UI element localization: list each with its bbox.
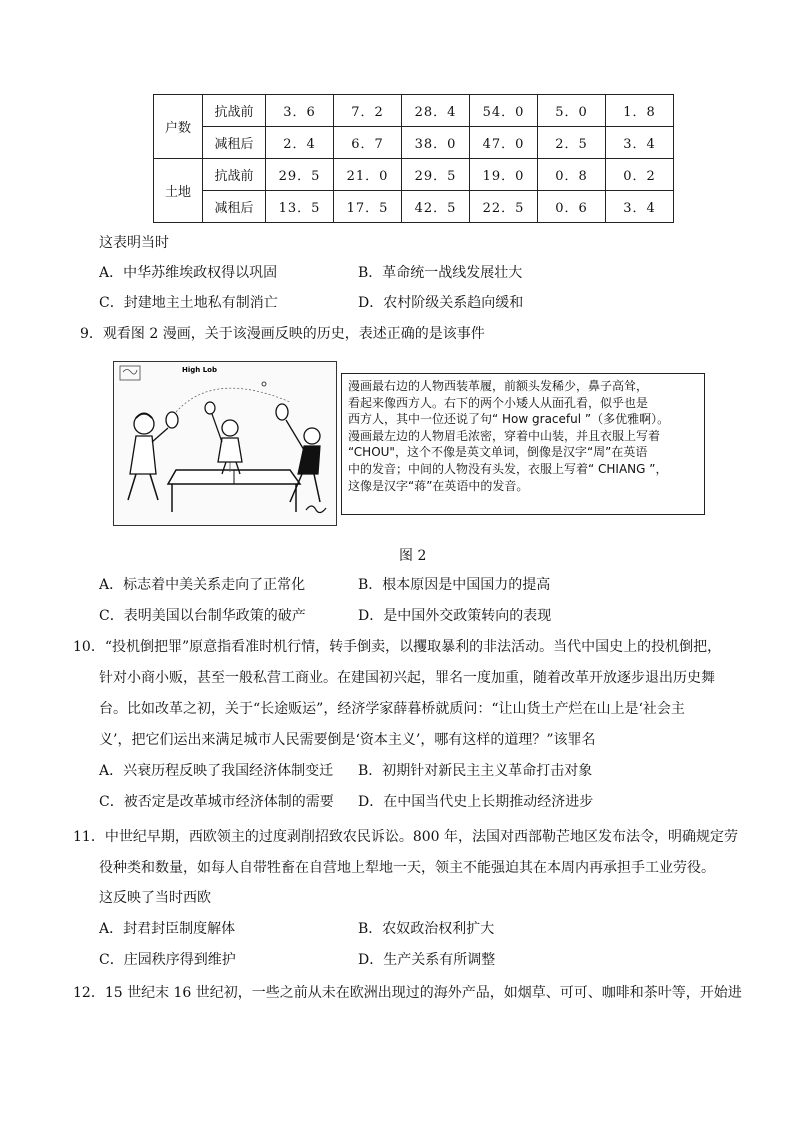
table-cell: 42．5 [402, 191, 470, 223]
q8-option-d[interactable]: D．农村阶级关系趋向缓和 [358, 295, 524, 311]
q10-stem-line: 10．“投机倒把罪”原意指看准时机行情，转手倒卖，以攫取暴利的非法活动。当代中国史上的投机倒把， [73, 639, 722, 655]
q9-option-c[interactable]: C．表明美国以台制华政策的破产 [99, 608, 306, 624]
caption-line: 看起来像西方人。右下的两个小矮人从面孔看，似乎也是 [348, 395, 649, 410]
period-label: 减租后 [203, 127, 266, 159]
q10-option-b[interactable]: B．初期针对新民主主义革命打击对象 [358, 763, 593, 779]
q11-stem-line: 这反映了当时西欧 [99, 890, 211, 906]
caption-line: 漫画最左边的人物眉毛浓密，穿着中山装，并且衣服上写着 [348, 428, 661, 443]
ping-pong-cartoon-illustration [114, 362, 336, 525]
table-cell: 2．5 [538, 127, 606, 159]
land-household-table [153, 94, 674, 223]
period-label: 抗战前 [203, 159, 266, 191]
q8-stem: 这表明当时 [99, 235, 169, 251]
q10-stem-line: 针对小商小贩，甚至一般私营工商业。在建国初兴起，罪名一度加重，随着改革开放逐步退出历史舞 [99, 670, 715, 686]
cartoon-caption-box [341, 373, 705, 515]
table-cell: 29．5 [402, 159, 470, 191]
q9-option-a[interactable]: A．标志着中美关系走向了正常化 [99, 577, 306, 593]
q11-option-c[interactable]: C．庄园秩序得到维护 [99, 952, 236, 968]
table-row [154, 159, 674, 191]
q12-stem-line: 12．15 世纪末 16 世纪初，一些之前从未在欧洲出现过的海外产品，如烟草、可可、咖啡和茶叶等，开始进 [73, 985, 742, 1001]
table-cell: 28．4 [402, 95, 470, 127]
q11-stem-line: 役种类和数量，如每人自带牲畜在自营地上犁地一天，领主不能强迫其在本周内再承担手工业劳役。 [99, 860, 715, 876]
table-cell: 21．0 [334, 159, 402, 191]
table-cell: 38．0 [402, 127, 470, 159]
cartoon-title: High Lob [182, 366, 217, 374]
q10-stem-line: 义’，把它们运出来满足城市人民需要倒是‘资本主义’，哪有这样的道理？”该罪名 [99, 732, 596, 748]
q10-stem-line: 台。比如改革之初，关于“长途贩运”，经济学家薛暮桥就质问：“让山货土产烂在山上是‘社会主 [99, 701, 685, 717]
q9-stem: 9．观看图 2 漫画，关于该漫画反映的历史，表述正确的是该事件 [80, 326, 485, 342]
q11-option-d[interactable]: D．生产关系有所调整 [358, 952, 496, 968]
table-cell: 19．0 [470, 159, 538, 191]
caption-line: 中的发音；中间的人物没有头发，衣服上写着“ CHIANG ”， [348, 461, 668, 476]
q8-option-b[interactable]: B．革命统一战线发展壮大 [358, 265, 523, 281]
table-cell: 13．5 [266, 191, 334, 223]
table-cell: 3．4 [606, 127, 674, 159]
table-cell: 29．5 [266, 159, 334, 191]
caption-line: 漫画最右边的人物西装革履，前额头发稀少，鼻子高耸， [348, 379, 649, 393]
q8-option-a[interactable]: A．中华苏维埃政权得以巩固 [99, 265, 278, 281]
q11-option-a[interactable]: A．封君封臣制度解体 [99, 921, 236, 937]
table-cell: 6．7 [334, 127, 402, 159]
period-label: 抗战前 [203, 95, 266, 127]
period-label: 减租后 [203, 191, 266, 223]
table-row [154, 191, 674, 223]
q9-option-d[interactable]: D．是中国外交政策转向的表现 [358, 608, 552, 624]
table-row [154, 95, 674, 127]
figure-label: 图 2 [399, 548, 427, 564]
q11-option-b[interactable]: B．农奴政治权利扩大 [358, 921, 495, 937]
table-cell: 3．6 [266, 95, 334, 127]
caption-line: “CHOU"，这个不像是英文单词，倒像是汉字“周”在英语 [348, 445, 648, 460]
q10-option-d[interactable]: D．在中国当代史上长期推动经济进步 [358, 794, 594, 810]
table-row [154, 127, 674, 159]
table-cell: 3．4 [606, 191, 674, 223]
table-cell: 7．2 [334, 95, 402, 127]
q10-option-a[interactable]: A．兴衰历程反映了我国经济体制变迁 [99, 763, 334, 779]
table-cell: 5．0 [538, 95, 606, 127]
row-group-label: 户数 [154, 95, 203, 159]
q9-option-b[interactable]: B．根本原因是中国国力的提高 [358, 577, 551, 593]
q10-option-c[interactable]: C．被否定是改革城市经济体制的需要 [99, 794, 334, 810]
table-cell: 2．4 [266, 127, 334, 159]
cartoon-image [113, 361, 337, 526]
table-cell: 17．5 [334, 191, 402, 223]
cartoon-figure [113, 361, 709, 526]
table-cell: 0．2 [606, 159, 674, 191]
table-cell: 47．0 [470, 127, 538, 159]
table-cell: 22．5 [470, 191, 538, 223]
caption-line: 这像是汉字“蒋”在英语中的发音。 [348, 478, 529, 493]
table-cell: 1．8 [606, 95, 674, 127]
row-group-label: 土地 [154, 159, 203, 223]
q11-stem-line: 11．中世纪早期，西欧领主的过度剥削招致农民诉讼。800 年，法国对西部勒芒地区发布法令，明确规定劳 [73, 829, 738, 845]
q8-option-c[interactable]: C．封建地主土地私有制消亡 [99, 295, 278, 311]
caption-line: 西方人，其中一位还说了句“ How graceful ”（多优雅啊）。 [348, 412, 670, 427]
table-cell: 0．8 [538, 159, 606, 191]
table-cell: 0．6 [538, 191, 606, 223]
table-cell: 54．0 [470, 95, 538, 127]
